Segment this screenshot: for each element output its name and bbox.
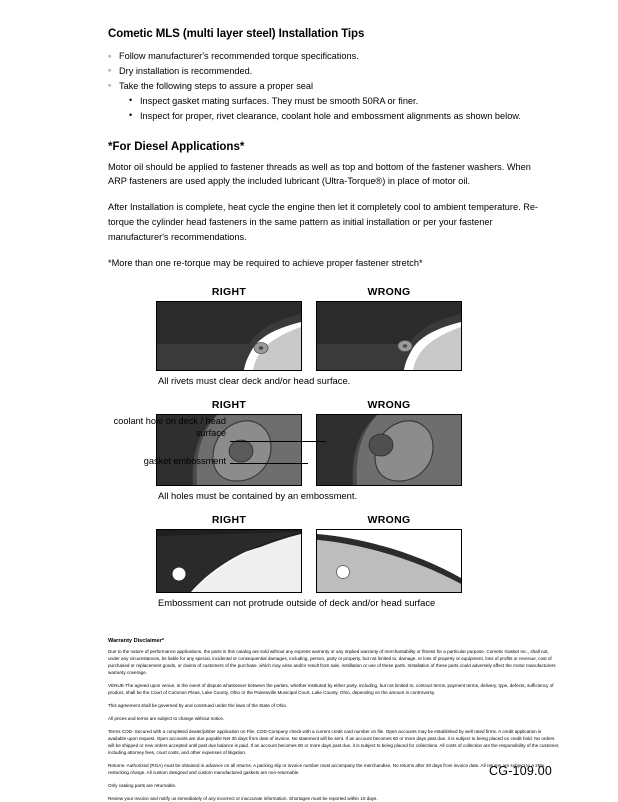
installation-tips-list xyxy=(108,49,578,124)
rivet-wrong-illustration xyxy=(317,302,461,370)
paragraph-motor-oil: Motor oil should be applied to fastener threads as well as top and bottom of the fastener washers. When ARP fasteners are used apply the included lubricant (Ultra-Torque®) in place of motor oil. xyxy=(108,160,548,190)
embossment-wrong-illustration xyxy=(317,415,461,485)
callout-leader-line-coolant xyxy=(230,441,326,442)
list-item: ◦ Dry installation is recommended. xyxy=(108,64,578,79)
figure-label-right: RIGHT xyxy=(156,399,302,411)
figure-right-rivets xyxy=(156,286,302,371)
figure-label-wrong: WRONG xyxy=(316,286,462,298)
figure-label-wrong: WRONG xyxy=(316,399,462,411)
document-number: CG-109.00 xyxy=(489,764,552,778)
figure-row-protrusion xyxy=(40,514,578,593)
figure-caption-rivets: All rivets must clear deck and/or head surface. xyxy=(156,375,462,386)
figure-right-protrusion xyxy=(156,514,302,593)
warranty-paragraph: VENUE-The agreed upon venue, in the event of dispute whatsoever between the parties, whether instituted by either party, including, but not limited to, contract terms, payment terms, delivery, type, defects, sufficiency of product, shall be the Court of Common Pleas, Lake County, Ohio or the Painesville Municipal Court, Lake County, Ohio, depending on the amount in controversy. xyxy=(108,683,560,697)
figure-image-right-rivets xyxy=(156,301,302,371)
figure-caption-protrusion: Embossment can not protrude outside of deck and/or head surface xyxy=(156,597,462,608)
warranty-paragraph: All prices and terms are subject to change without notice. xyxy=(108,716,560,723)
paragraph-retorque-note: *More than one re-torque may be required to achieve proper fastener stretch* xyxy=(108,256,548,271)
rivet-right-illustration xyxy=(157,302,301,370)
warranty-paragraph: Returns- Authorized (RGA) must be obtained in advance on all returns. A packing slip or invoice number must accompany the merchandise. No returns after 30 days from invoice date. All returns are subject to a 25% restocking charge. All custom designed and custom manufactured gaskets are non-returnable. xyxy=(108,763,560,777)
figure-row-holes-wrapper xyxy=(40,399,578,486)
list-item-text: Take the following steps to assure a proper seal xyxy=(119,81,313,91)
figure-right-holes xyxy=(156,399,302,486)
list-item: • Inspect for proper, rivet clearance, coolant hole and embossment alignments as shown below. xyxy=(129,109,578,124)
installation-sub-list xyxy=(129,94,578,124)
figure-image-wrong-holes xyxy=(316,414,462,486)
diesel-applications-heading: *For Diesel Applications* xyxy=(108,141,578,153)
figure-image-wrong-protrusion xyxy=(316,529,462,593)
page-title: Cometic MLS (multi layer steel) Installation Tips xyxy=(108,28,578,40)
protrusion-wrong-illustration xyxy=(317,530,461,592)
figure-label-right: RIGHT xyxy=(156,286,302,298)
figure-caption-holes: All holes must be contained by an embossment. xyxy=(156,490,462,501)
warranty-paragraph: Terms COD- Secured with a completed dealer/jobber application on File, COD-Company check with a current credit card number on file. Open accounts may be established by well rated firms. A credit application is available upon request. Open accounts are due payable Net 30 days from date of invoice. No statement will be sent. If an account becomes 60 or more days past due, it is subject to being placed on credit hold. No orders will be shipped or new orders accepted until past due balance is paid. If an account becomes 90 or more days past due, it is subject to being placed for collections. All costs of collection are the responsibility of the customer, including attorney fees, court costs, and other expenses of litigation. xyxy=(108,729,560,757)
figure-label-wrong: WRONG xyxy=(316,514,462,526)
figure-image-right-protrusion xyxy=(156,529,302,593)
figure-section xyxy=(40,286,578,608)
callout-gasket-embossment: gasket embossment xyxy=(82,455,226,467)
figure-label-right: RIGHT xyxy=(156,514,302,526)
figure-row-rivets xyxy=(40,286,578,371)
figure-wrong-protrusion xyxy=(316,514,462,593)
list-item: • Inspect gasket mating surfaces. They must be smooth 50RA or finer. xyxy=(129,94,578,109)
figure-wrong-rivets xyxy=(316,286,462,371)
figure-image-wrong-rivets xyxy=(316,301,462,371)
paragraph-heat-cycle: After Installation is complete, heat cycle the engine then let it completely cool to ambient temperature. Re-torque the cylinder head fasteners in the same pattern as initial installation or per your fastener manufacturer's recommendations. xyxy=(108,200,548,245)
figure-wrong-holes xyxy=(316,399,462,486)
list-item xyxy=(108,79,578,124)
list-item: ◦ Follow manufacturer's recommended torque specifications. xyxy=(108,49,578,64)
callout-coolant-hole: coolant hole on deck / head surface xyxy=(104,415,226,440)
figure-row-holes xyxy=(40,399,578,486)
warranty-paragraph: Review your invoice and notify us immediately of any incorrect or inaccurate information. Shortages must be reported within 10 days. xyxy=(108,796,560,802)
warranty-paragraph: Due to the nature of performance applications, the parts in this catalog are sold without any express warranty or any implied warranty of merchantability or fitness for a particular purpose. Cometic Gasket Inc., shall not, under any circumstances, be liable for any special, incidental or consequential damages, including, person, party or property, but not limited to, damage, or loss of property or equipment, loss of profits or revenue, cost of purchased or replacement goods, or claims of customers of the purchase, which may arise and/or result from sale, instillation or use of these parts. Installation of these parts could adversely affect the motor manufacturers warranty coverage. xyxy=(108,649,560,677)
warranty-paragraph: This agreement shall be governed by and construed under the laws of the State of Ohio. xyxy=(108,703,560,710)
callout-leader-line-embossment xyxy=(230,463,308,464)
warranty-paragraph: Only catalog parts are returnable. xyxy=(108,783,560,790)
warranty-heading: Warranty Disclaimer* xyxy=(108,638,560,644)
protrusion-right-illustration xyxy=(157,530,301,592)
